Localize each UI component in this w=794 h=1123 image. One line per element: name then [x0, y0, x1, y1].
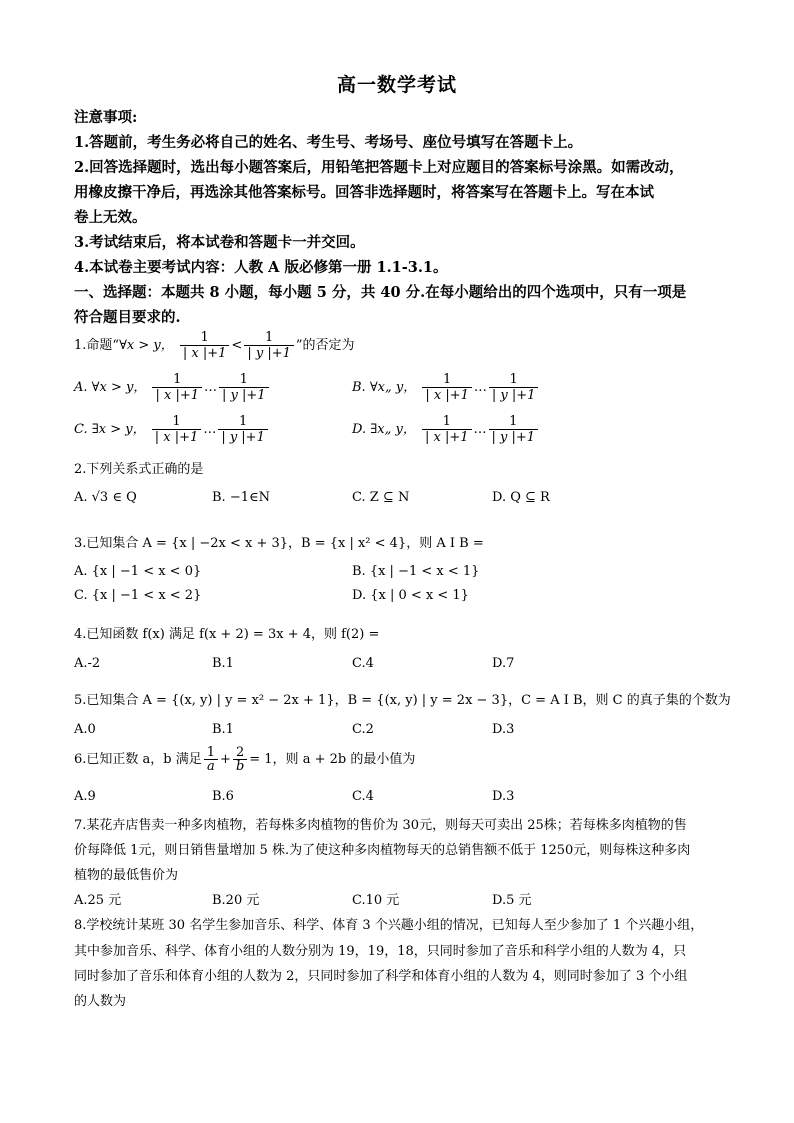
q1-option-d-frac-2: [489, 414, 539, 445]
q6-fraction-1: [204, 746, 218, 773]
q1-option-c: [74, 414, 270, 445]
q1-option-c-frac-1: [152, 414, 202, 445]
q4-option-a: A.-2: [74, 656, 101, 671]
question-8-line-1: 8.学校统计某班 30 名学生参加音乐、科学、体育 3 个兴趣小组的情况，已知每人至少参加了 1 个兴趣小组，: [74, 918, 704, 933]
q4-option-d: D.7: [492, 656, 515, 671]
q1-option-a-frac-2: [219, 372, 269, 403]
q1-option-b-relation: …: [473, 380, 487, 395]
question-7-line-2: 价每降低 1元，则日销售量增加 5 株.为了使这种多肉植物每天的总销售额不低于 1250元，则每株这种多肉: [74, 843, 691, 858]
q1-option-b: [352, 372, 540, 403]
q6-frac-1-den: a: [204, 759, 218, 773]
q5-option-b: B.1: [212, 722, 234, 737]
notice-item-1: 1.答题前，考生务必将自己的姓名、考生号、考场号、座位号填写在答题卡上。: [74, 134, 583, 151]
section-heading-line-1: 一、选择题：本题共 8 小题，每小题 5 分，共 40 分.在每小题给出的四个选项中，只有一项是: [74, 284, 687, 301]
q2-option-b: B. −1∈N: [212, 490, 270, 505]
q1-fraction-left: [180, 330, 230, 361]
q5-option-c: C.2: [352, 722, 374, 737]
q2-option-d: D. Q ⊆ R: [492, 490, 550, 505]
q4-option-c: C.4: [352, 656, 374, 671]
notice-item-4: 4.本试卷主要考试内容：人教 A 版必修第一册 1.1-3.1。: [74, 259, 448, 276]
q3-option-d: D. {x | 0 < x < 1}: [352, 588, 469, 603]
q7-option-d: D.5 元: [492, 893, 532, 908]
section-heading-line-2: 符合题目要求的.: [74, 309, 181, 326]
q6-option-c: C.4: [352, 789, 374, 804]
q6-prefix: 6.已知正数 a，b 满足: [74, 752, 202, 767]
frac-den: | x |+1: [152, 429, 202, 445]
q1-option-b-frac-1: [422, 372, 472, 403]
q7-option-c: C.10 元: [352, 893, 400, 908]
notice-item-2-line-1: 2.回答选择题时，选出每小题答案后，用铅笔把答题卡上对应题目的答案标号涂黑。如需改动，: [74, 159, 684, 176]
q1-frac-right-den: | y |+1: [244, 345, 294, 361]
q6-option-a: A.9: [74, 789, 96, 804]
notice-heading: 注意事项:: [74, 109, 138, 126]
q1-fraction-right: [244, 330, 294, 361]
frac-num: 1: [509, 414, 518, 429]
q1-option-a-relation: …: [204, 380, 218, 395]
q3-option-a: A. {x | −1 < x < 0}: [74, 564, 202, 579]
frac-num: 1: [442, 414, 451, 429]
q3-option-c: C. {x | −1 < x < 2}: [74, 588, 202, 603]
q1-option-b-frac-2: [489, 372, 539, 403]
q1-option-d-label: D. ∃x„ y，: [352, 422, 416, 437]
question-7-line-3: 植物的最低售价为: [74, 868, 179, 883]
frac-num: 1: [239, 372, 248, 387]
q1-option-d: [352, 414, 540, 445]
q1-option-a-label: A. ∀x > y，: [74, 380, 147, 395]
q3-option-b: B. {x | −1 < x < 1}: [352, 564, 480, 579]
q1-quantifier: ∀x > y，: [119, 338, 174, 353]
q6-plus: +: [220, 752, 231, 767]
q1-suffix: ”的否定为: [295, 338, 355, 353]
question-6-stem: [74, 746, 415, 773]
q1-option-c-relation: …: [203, 422, 217, 437]
q1-option-c-frac-2: [218, 414, 268, 445]
frac-num: 1: [509, 372, 518, 387]
q1-frac-right-num: 1: [264, 330, 274, 345]
q1-option-a: [74, 372, 271, 403]
frac-num: 1: [238, 414, 248, 429]
q5-option-d: D.3: [492, 722, 515, 737]
question-1-stem: [74, 330, 355, 361]
question-8-line-4: 的人数为: [74, 994, 127, 1009]
q6-frac-1-num: 1: [206, 745, 216, 760]
q7-option-b: B.20 元: [212, 893, 260, 908]
frac-den: | y |+1: [218, 429, 268, 445]
q1-option-b-label: B. ∀x„ y，: [352, 380, 417, 395]
page-title: 高一数学考试: [336, 74, 457, 96]
frac-num: 1: [173, 372, 182, 387]
q1-less-than: <: [231, 338, 243, 353]
question-8-line-3: 同时参加了音乐和体育小组的人数为 2，只同时参加了科学和体育小组的人数为 4，则同时参加了 3 个小组: [74, 969, 688, 984]
q2-option-a: A. √3 ∈ Q: [74, 490, 137, 505]
q5-option-a: A.0: [74, 722, 96, 737]
question-5-stem: 5.已知集合 A = {(x, y) | y = x² − 2x + 1}，B = {(x, y) | y = 2x − 3}，C = A I B，则 C 的真子集的个数为: [74, 693, 731, 708]
q1-frac-left-den: | x |+1: [180, 345, 230, 361]
frac-num: 1: [442, 372, 452, 387]
question-8-line-2: 其中参加音乐、科学、体育小组的人数分别为 19，19，18，只同时参加了音乐和科学小组的人数为 4，只: [74, 944, 687, 959]
frac-den: | y |+1: [219, 387, 269, 403]
q1-option-a-frac-1: [152, 372, 202, 403]
question-2-stem: 2.下列关系式正确的是: [74, 462, 204, 477]
q6-frac-2-den: b: [233, 759, 247, 773]
q6-suffix: = 1，则 a + 2b 的最小值为: [249, 752, 416, 767]
q6-frac-2-num: 2: [235, 745, 245, 760]
q6-option-d: D.3: [492, 789, 515, 804]
notice-item-2-line-3: 卷上无效。: [74, 209, 147, 226]
frac-den: | y |+1: [489, 429, 539, 445]
q6-fraction-2: [233, 746, 247, 773]
q1-frac-left-num: 1: [200, 330, 209, 345]
q1-option-d-frac-1: [422, 414, 472, 445]
question-7-line-1: 7.某花卉店售卖一种多肉植物，若每株多肉植物的售价为 30元，则每天可卖出 25株；若每株多肉植物的售: [74, 818, 687, 833]
frac-den: | x |+1: [422, 429, 472, 445]
frac-den: | y |+1: [489, 387, 539, 403]
frac-num: 1: [172, 414, 181, 429]
q4-option-b: B.1: [212, 656, 234, 671]
q1-option-d-relation: …: [473, 422, 487, 437]
q2-option-c: C. Z ⊆ N: [352, 490, 410, 505]
q6-option-b: B.6: [212, 789, 234, 804]
q7-option-a: A.25 元: [74, 893, 122, 908]
notice-item-3: 3.考试结束后，将本试卷和答题卡一并交回。: [74, 234, 365, 251]
frac-den: | x |+1: [152, 387, 202, 403]
q1-prefix: 1.命题“: [74, 338, 120, 353]
frac-den: | x |+1: [422, 387, 472, 403]
question-4-stem: 4.已知函数 f(x) 满足 f(x + 2) = 3x + 4，则 f(2) =: [74, 627, 380, 642]
question-3-stem: 3.已知集合 A = {x | −2x < x + 3}，B = {x | x² < 4}，则 A I B =: [74, 536, 484, 551]
q1-option-c-label: C. ∃x > y，: [74, 422, 146, 437]
notice-item-2-line-2: 用橡皮擦干净后，再选涂其他答案标号。回答非选择题时，将答案写在答题卡上。写在本试: [74, 184, 654, 201]
